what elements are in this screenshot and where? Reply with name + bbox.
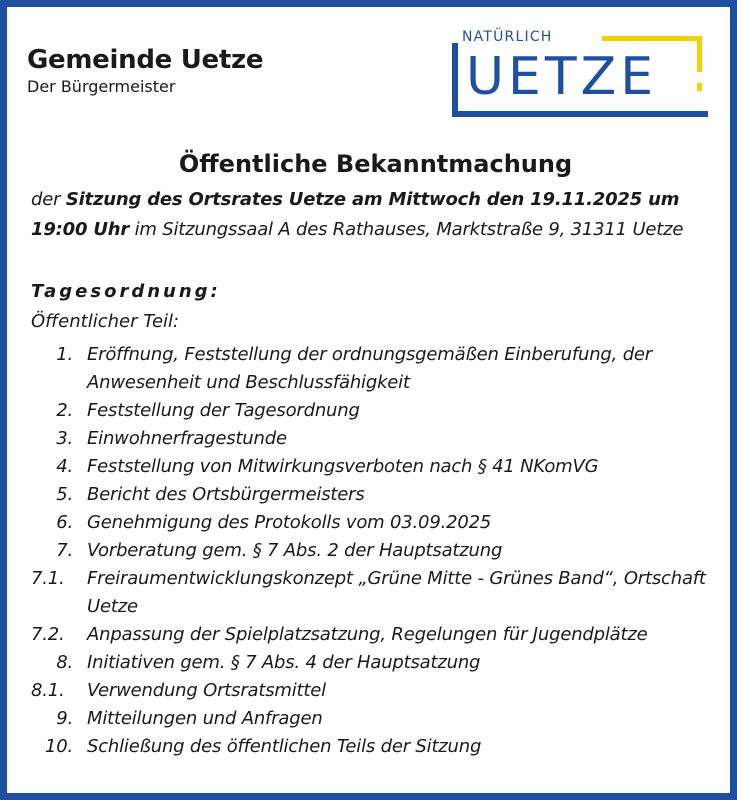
agenda-item [31,649,721,677]
agenda-item-text: Einwohnerfragestunde [87,428,287,449]
agenda-item [31,677,721,705]
agenda-item [31,481,721,509]
agenda-item [31,705,721,733]
logo-yellow-dot [697,83,702,91]
org-name: Gemeinde Uetze [27,45,264,75]
agenda-item [31,537,721,565]
intro-meeting-date: Sitzung des Ortsrates Uetze am Mittwoch den 19.11.2025 um 19:00 Uhr [31,189,680,240]
agenda-item-number: 9. [56,708,73,729]
agenda-item-number: 7.2. [31,624,65,645]
agenda-item [31,425,721,453]
agenda-item-number: 7.1. [31,568,65,589]
agenda-item [31,453,721,481]
agenda-item-number: 10. [44,736,73,757]
agenda-item-number: 8.1. [31,680,65,701]
agenda-item-text: Feststellung der Tagesordnung [87,400,360,421]
agenda-item [31,565,721,621]
intro-lead: der [31,189,66,210]
agenda-item-text: Freiraumentwicklungskonzept „Grüne Mitte - Grünes Band“, Ortschaft Uetze [87,568,706,617]
agenda-item-text: Verwendung Ortsratsmittel [87,680,326,701]
agenda-item-number: 3. [56,428,73,449]
org-subtitle: Der Bürgermeister [27,77,176,96]
agenda-item-number: 1. [56,344,73,365]
logo-wordmark: UETZE [466,47,658,107]
agenda-item-text: Mitteilungen und Anfragen [87,708,323,729]
agenda-item [31,733,721,761]
agenda-heading: Tagesordnung: [31,281,221,302]
agenda-item-number: 4. [56,456,73,477]
agenda-item-text: Feststellung von Mitwirkungsverboten nach § 41 NKomVG [87,456,599,477]
agenda-item-number: 6. [56,512,73,533]
agenda-item-number: 7. [56,540,73,561]
public-part-label: Öffentlicher Teil: [31,311,180,332]
agenda-item-text: Genehmigung des Protokolls vom 03.09.2025 [87,512,492,533]
header [27,45,263,97]
agenda-item [31,509,721,537]
agenda-item-text: Anpassung der Spielplatzsatzung, Regelungen für Jugendplätze [87,624,648,645]
logo-tagline: NATÜRLICH [462,29,553,45]
logo-blue-bar-vertical [452,43,458,117]
agenda-item [31,621,721,649]
notice-title: Öffentliche Bekanntmachung [178,150,573,178]
agenda-item-text: Initiativen gem. § 7 Abs. 4 der Hauptsatzung [87,652,481,673]
agenda-item [31,397,721,425]
logo-yellow-bar-vertical [697,36,702,72]
notice-intro [31,185,721,245]
agenda-item-text: Eröffnung, Feststellung der ordnungsgemäßen Einberufung, der Anwesenheit und Beschlussfähigkeit [87,344,653,393]
agenda-item-text: Bericht des Ortsbürgermeisters [87,484,365,505]
agenda-item [31,341,721,397]
logo-blue-bar [452,111,708,117]
agenda-item-number: 5. [56,484,73,505]
agenda-item-text: Vorberatung gem. § 7 Abs. 2 der Hauptsatzung [87,540,503,561]
agenda-item-number: 8. [56,652,73,673]
agenda-item-text: Schließung des öffentlichen Teils der Sitzung [87,736,482,757]
uetze-logo [452,27,714,123]
agenda-item-number: 2. [56,400,73,421]
agenda-list [31,341,721,761]
intro-location: im Sitzungssaal A des Rathauses, Marktstraße 9, 31311 Uetze [129,219,684,240]
logo-yellow-bar [602,36,702,41]
